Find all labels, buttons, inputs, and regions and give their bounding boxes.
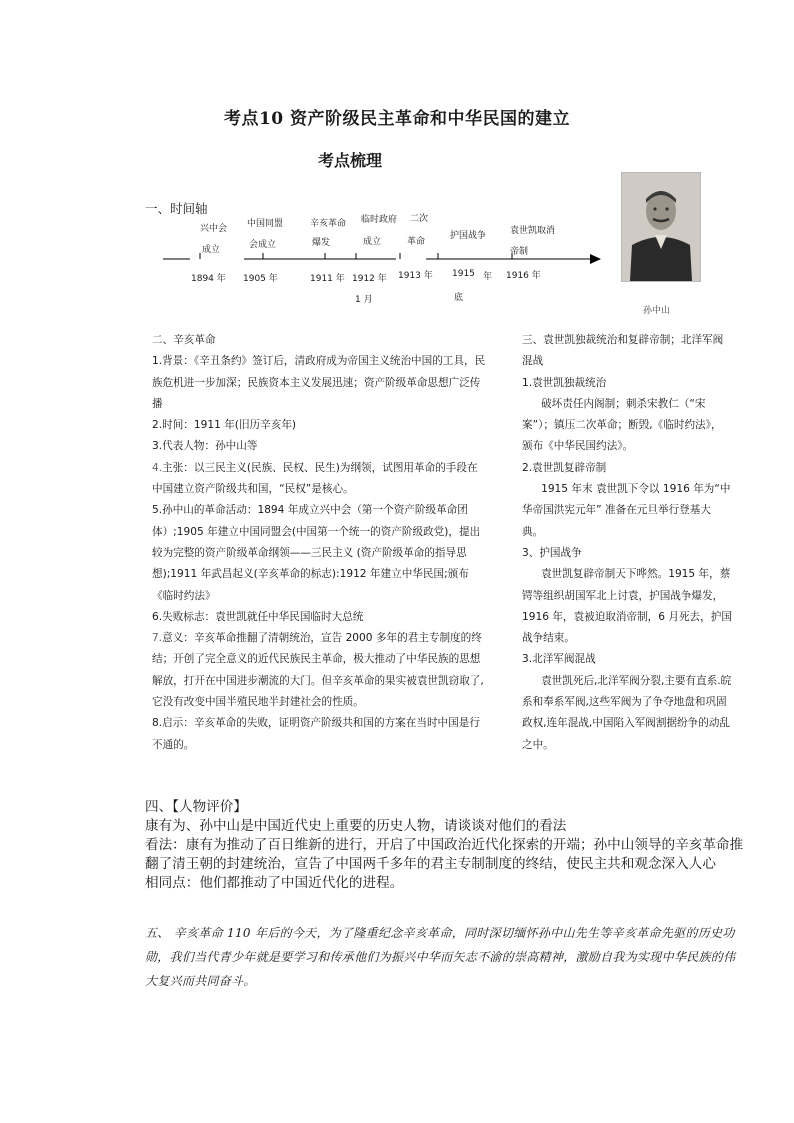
section-heading: 三、袁世凯独裁统治和复辟帝制；北洋军阀混战 <box>522 334 724 368</box>
item-number: 7. <box>152 632 163 645</box>
portrait-photo <box>621 172 701 282</box>
list-item: 3.代表人物：孙中山等 <box>152 440 258 453</box>
item-text: 意义：辛亥革命推翻了清朝统治，宣告 2000 多年的君主专制度的终结；开创了完全意义的近代民族民主革命，极大推动了中华民族的思想解放，打开在中国进步潮流的大门。但辛亥革命的果实被袁世凯窃取了,它没有改变中国半殖民地半封建社会的性质。 <box>152 632 484 709</box>
timeline-event-label: 中国同盟 <box>247 219 284 229</box>
paragraph: 1915 年末 袁世凯下令以 1916 年为“中华帝国洪宪元年” 准备在元旦举行登基大典。 <box>522 483 731 538</box>
page-title: 考点10 资产阶级民主革命和中华民国的建立 <box>223 109 571 129</box>
section-commemoration: 五、 辛亥革命 110 年后的今天，为了隆重纪念辛亥革命，同时深切缅怀孙中山先生等辛亥革命先驱的历史功勋，我们当代青少年就是要学习和传承他们为振兴中华而矢志不渝的崇高精神，激励自我为实现中华民族的伟大复兴而共同奋斗。 <box>145 926 736 988</box>
list-item: 2.时间：1911 年(旧历辛亥年) <box>152 419 297 432</box>
timeline-event-label: 兴中会 <box>200 224 228 234</box>
timeline-event-year-2: 底 <box>454 293 464 303</box>
section-evaluation <box>145 798 750 893</box>
subsection-heading: 3.北洋军阀混战 <box>522 653 596 666</box>
timeline-event-year: 1905 年 <box>243 274 278 284</box>
timeline-event-year: 1894 年 <box>191 274 226 284</box>
timeline-event-year: 1912 年 <box>352 274 387 284</box>
subsection-heading: 2.袁世凯复辟帝制 <box>522 461 607 474</box>
list-item <box>152 628 488 713</box>
list-item <box>152 458 488 501</box>
timeline-heading: 一、时间轴 <box>145 201 208 216</box>
timeline-event-label: 成立 <box>363 237 382 247</box>
timeline-event-year: 1916 年 <box>506 271 541 281</box>
timeline-event-year: 1913 年 <box>398 271 433 281</box>
subsection-heading: 3、护国战争 <box>522 546 582 559</box>
portrait-image <box>622 173 700 281</box>
timeline-event-label: 护国战争 <box>450 231 487 241</box>
section-yuan-shikai <box>522 330 732 756</box>
paragraph: 袁世凯死后,北洋军阀分裂,主要有直系.皖系和奉系军阀,这些军阀为了争夺地盘和巩固政权,连年混战,中国陷入军阀割据纷争的动乱之中。 <box>522 674 732 751</box>
timeline-event-label: 辛亥革命 <box>310 219 347 229</box>
timeline-event-year: 1911 年 <box>310 274 345 284</box>
portrait-caption: 孙中山 <box>643 306 671 316</box>
common-text: 相同点：他们都推动了中国近代化的进程。 <box>145 875 404 891</box>
list-item: 1.背景：《辛丑条约》签订后，清政府成为帝国主义统治中国的工具，民族危机进一步加深；民族资本主义发展迅速；资产阶级革命思想广泛传播 <box>152 355 486 410</box>
section-revolution <box>152 330 488 756</box>
timeline-event-label: 帝制 <box>510 247 529 257</box>
paragraph: 袁世凯复辟帝制天下哗然。1915 年，蔡锷等组织胡国军北上讨袁，护国战争爆发，1916 年，袁被迫取消帝制，6 月死去，护国战争结束。 <box>522 568 732 645</box>
timeline-event-year-2: 1 月 <box>355 295 373 305</box>
section-heading: 四、【人物评价】 <box>145 799 247 815</box>
timeline-event-label: 成立 <box>202 245 221 255</box>
timeline-event-label: 临时政府 <box>361 215 398 225</box>
subsection-heading: 1.袁世凯独裁统治 <box>522 376 607 389</box>
timeline-event-label: 爆发 <box>312 238 331 248</box>
paragraph: 破坏责任内阁制；刺杀宋教仁（“宋案”）；镇压二次革命；断毁,《临时约法》，颁布《中华民国约法》。 <box>522 397 722 453</box>
page-subtitle: 考点梳理 <box>318 151 383 170</box>
timeline-event-label: 革命 <box>407 237 426 247</box>
question-text: 康有为、孙中山是中国近代史上重要的历史人物，请谈谈对他们的看法 <box>145 818 567 834</box>
timeline-event-label: 二次 <box>410 214 429 224</box>
list-item: 8.启示：辛亥革命的失败，证明资产阶级共和国的方案在当时中国是行不通的。 <box>152 717 480 751</box>
item-number: 4. <box>152 461 163 474</box>
section-heading: 二、辛亥革命 <box>152 334 216 346</box>
timeline-event-label: 会成立 <box>249 240 277 250</box>
list-item: 5.孙中山的革命活动：1894 年成立兴中会（第一个资产阶级革命团体）;1905 年建立中国同盟会(中国第一个统一的资产阶级政党)，提出较为完整的资产阶级革命纲领——三民主义 (资产阶级革命的指导思想);1911 年武昌起义(辛亥革命的标志):1912 年建立中华民国;颁布《临时约法》 <box>152 504 481 602</box>
timeline-event-label: 袁世凯取消 <box>510 226 556 236</box>
item-text: 主张：以三民主义(民族、民权、民生)为纲领，试图用革命的手段在中国建立资产阶级共和国，“民权”是核心。 <box>152 461 478 496</box>
list-item: 6.失败标志：袁世凯就任中华民国临时大总统 <box>152 610 364 623</box>
timeline-event-year: 1915 <box>452 269 475 279</box>
timeline-event-year-mid: 年 <box>483 272 493 282</box>
view-text: 看法：康有为推动了百日维新的进行，开启了中国政治近代化探索的开端；孙中山领导的辛亥革命推翻了清王朝的封建统治，宣告了中国两千多年的君主专制制度的终结，使民主共和观念深入人心 <box>145 837 744 872</box>
